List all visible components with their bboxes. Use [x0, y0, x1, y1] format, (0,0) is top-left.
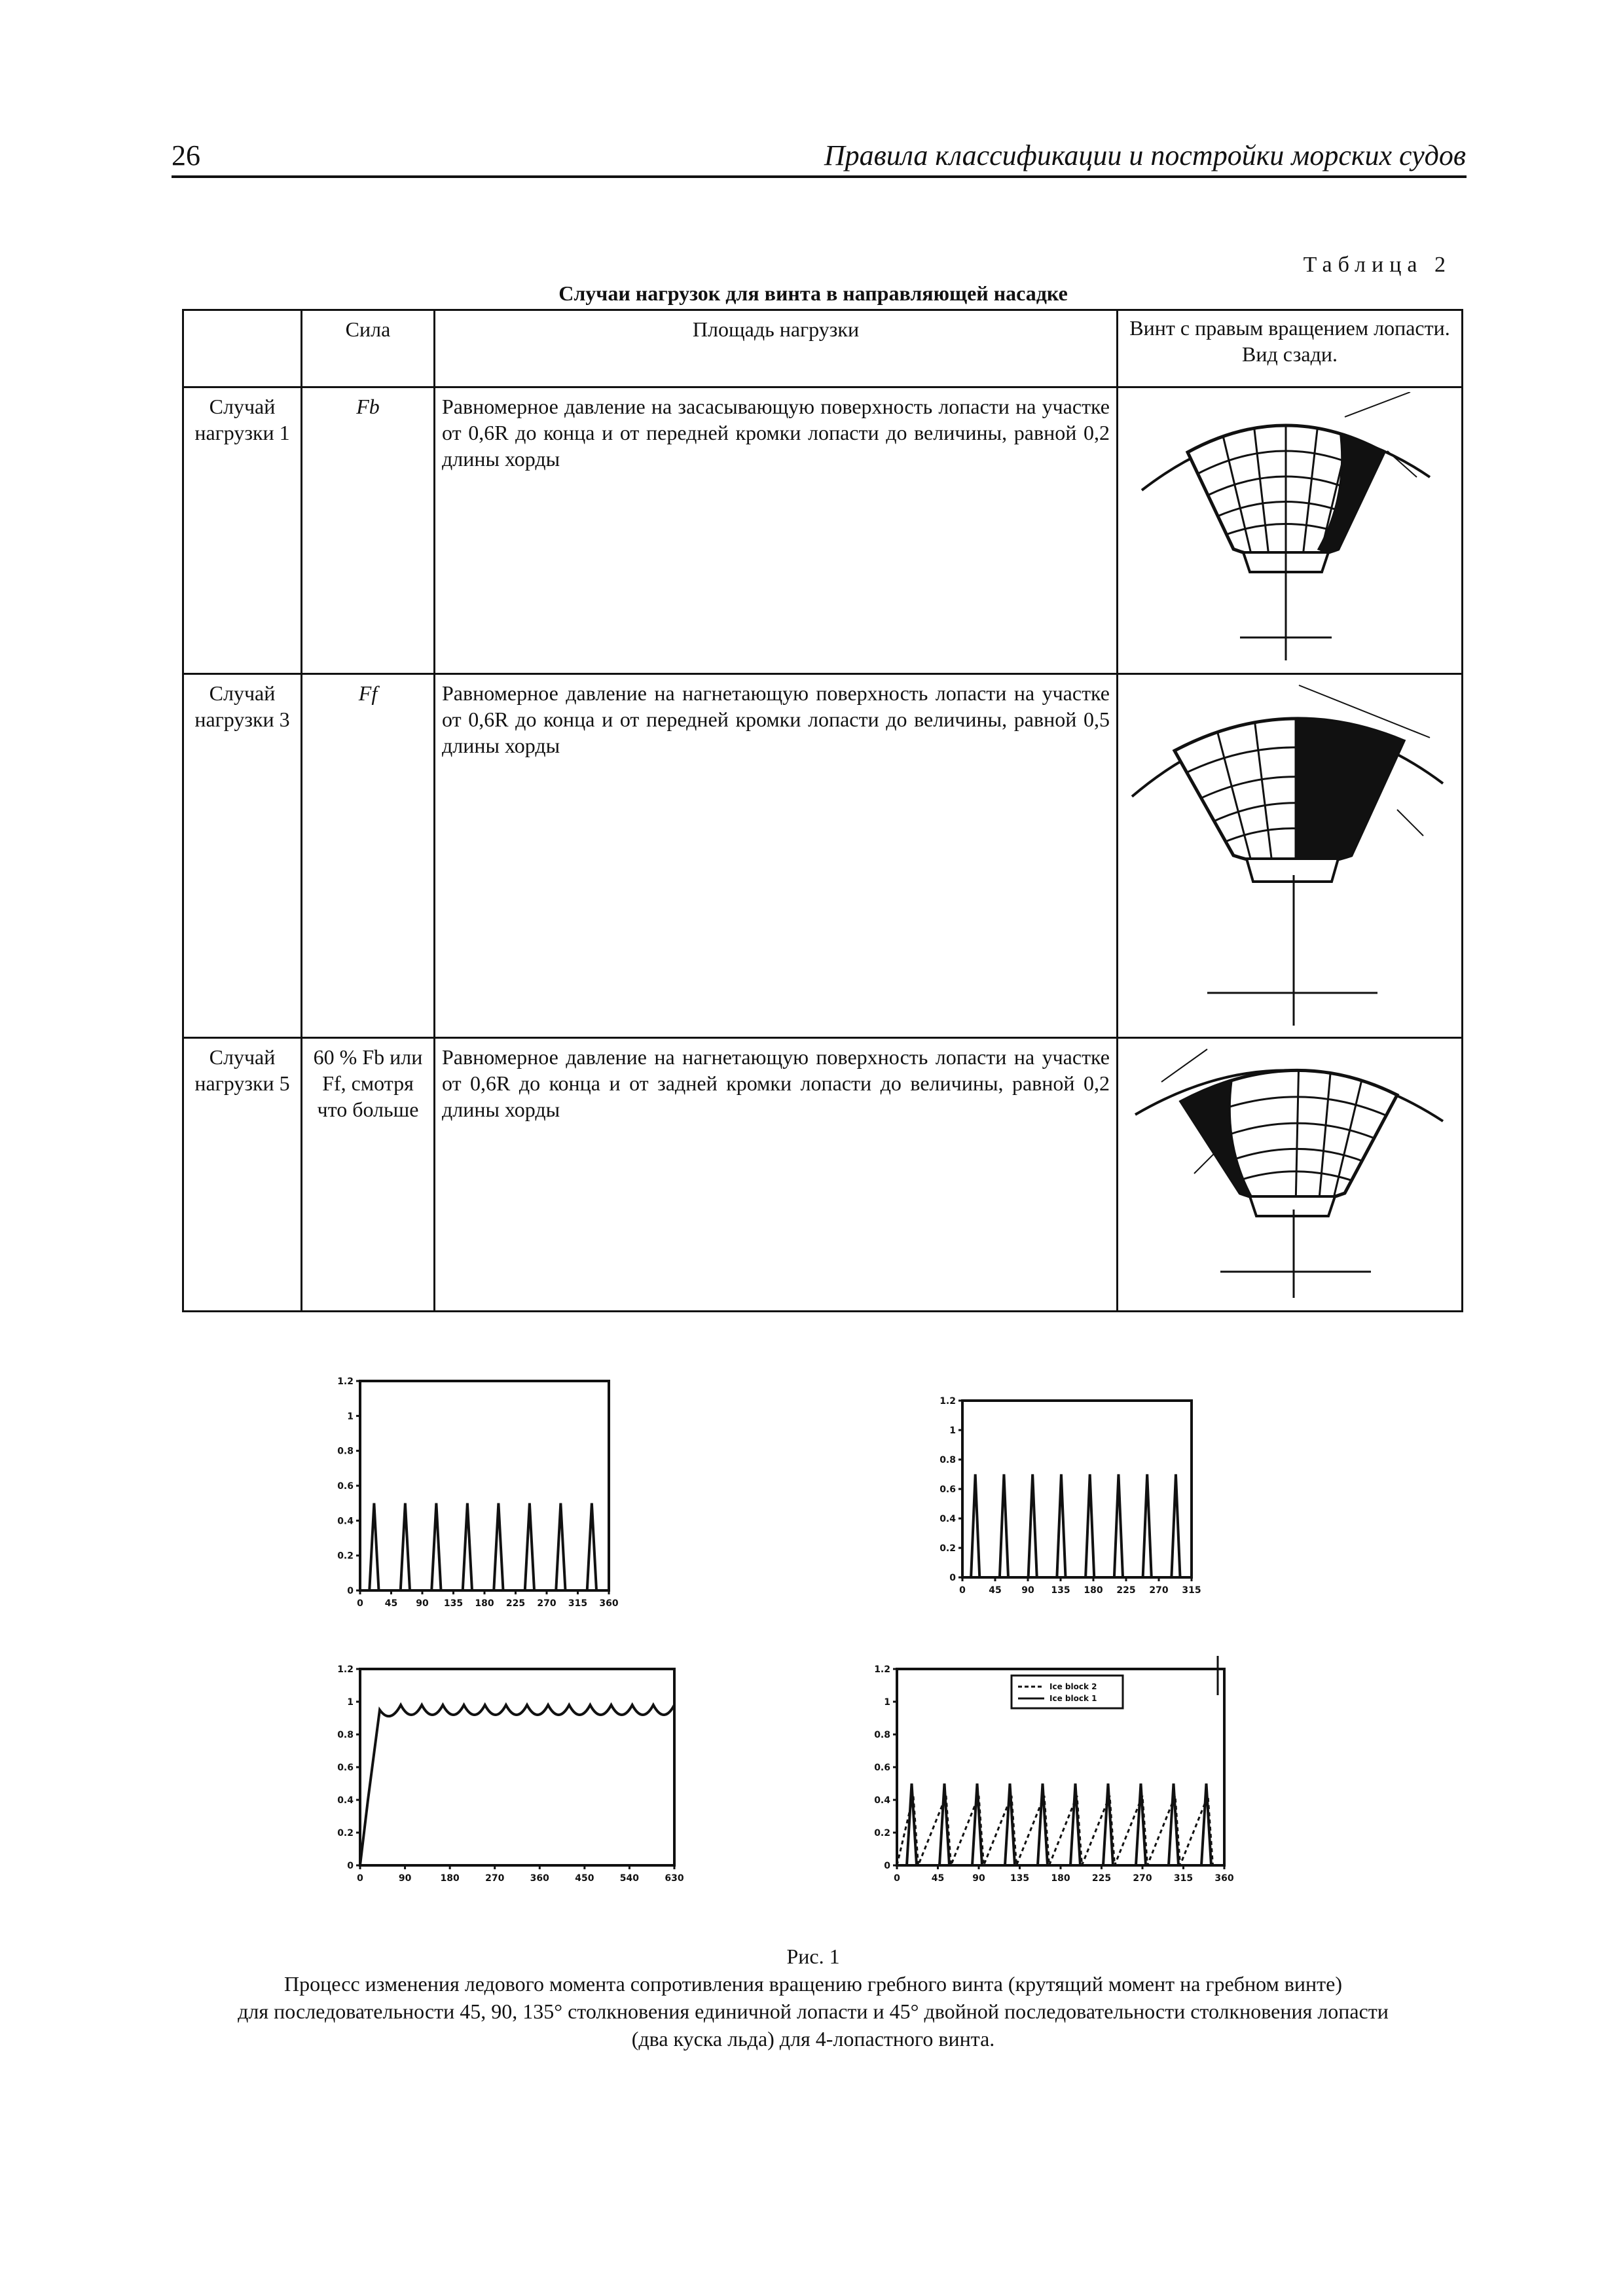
header-rule	[172, 175, 1467, 178]
table-title: Случаи нагрузок для винта в направляющей насадке	[558, 281, 1068, 305]
legend-label: Ice block 2	[1049, 1682, 1097, 1691]
force-cell: 60 % Fb или Ff, смотря что больше	[302, 1038, 435, 1312]
x-tick-label: 360	[1214, 1873, 1234, 1884]
torque-chart-3	[321, 1656, 687, 1898]
y-tick-label: 1	[949, 1426, 956, 1436]
legend-box	[1012, 1676, 1123, 1708]
table-header-row	[183, 310, 1463, 387]
y-tick-label: 0.8	[337, 1730, 354, 1740]
y-tick-label: 0.2	[337, 1828, 354, 1839]
x-tick-label: 0	[357, 1598, 363, 1609]
propeller-figure-cell	[1118, 387, 1463, 674]
series-line	[360, 1503, 609, 1590]
running-title: Правила классификации и постройки морских судов	[824, 139, 1466, 171]
x-tick-label: 90	[972, 1873, 985, 1884]
y-tick-label: 1.2	[337, 1376, 354, 1387]
y-tick-label: 0	[949, 1573, 956, 1583]
x-tick-label: 45	[989, 1585, 1002, 1596]
y-tick-label: 1	[347, 1697, 354, 1708]
area-cell: Равномерное давление на засасывающую поверхность лопасти на участке от 0,6R до конца и от передней кромки лопасти до величины, равной 0,2 длины хорды	[435, 387, 1118, 674]
page-number: 26	[172, 139, 200, 171]
caption-line: для последовательности 45, 90, 135° столкновения единичной лопасти и 45° двойной последовательности столкновения лопасти	[238, 2000, 1389, 2023]
table-label: Таблица 2	[1303, 253, 1451, 277]
y-tick-label: 0	[347, 1586, 354, 1596]
y-tick-label: 1.2	[874, 1664, 890, 1675]
y-tick-label: 1	[347, 1411, 354, 1422]
y-tick-label: 0.4	[874, 1795, 890, 1806]
x-tick-label: 180	[475, 1598, 494, 1609]
x-tick-label: 180	[1051, 1873, 1070, 1884]
x-tick-label: 90	[398, 1873, 412, 1884]
x-tick-label: 180	[440, 1873, 460, 1884]
y-tick-label: 0.6	[337, 1481, 354, 1492]
propeller-figure-cell	[1118, 674, 1463, 1038]
propeller-blade-diagram	[1122, 392, 1450, 667]
y-tick-label: 0.6	[337, 1763, 354, 1773]
propeller-figure-cell	[1118, 1038, 1463, 1312]
propeller-blade-diagram	[1122, 679, 1450, 1032]
y-tick-label: 0	[347, 1861, 354, 1871]
caption-line: (два куска льда) для 4-лопастного винта.	[631, 2027, 995, 2051]
y-tick-label: 0.8	[874, 1730, 890, 1740]
x-tick-label: 315	[1182, 1585, 1201, 1596]
caption-line: Процесс изменения ледового момента сопротивления вращению гребного винта (крутящий момент на гребном винте)	[284, 1972, 1342, 1996]
plot-frame	[360, 1381, 609, 1590]
y-tick-label: 1	[884, 1697, 890, 1708]
y-tick-label: 0.6	[939, 1484, 956, 1495]
area-cell: Равномерное давление на нагнетающую поверхность лопасти на участке от 0,6R до конца и от передней кромки лопасти до величины, равной 0,5 длины хорды	[435, 674, 1118, 1038]
x-tick-label: 90	[416, 1598, 429, 1609]
x-tick-label: 90	[1021, 1585, 1034, 1596]
torque-chart-1	[321, 1368, 622, 1623]
header-cell-case	[183, 310, 302, 387]
torque-chart-4	[858, 1656, 1237, 1898]
x-tick-label: 270	[485, 1873, 505, 1884]
x-tick-label: 135	[1010, 1873, 1030, 1884]
y-tick-label: 1.2	[337, 1664, 354, 1675]
x-tick-label: 270	[1133, 1873, 1152, 1884]
area-cell: Равномерное давление на нагнетающую поверхность лопасти на участке от 0,6R до конца и от задней кромки лопасти до величины, равной 0,2 длины хорды	[435, 1038, 1118, 1312]
y-tick-label: 0.8	[337, 1446, 354, 1457]
x-tick-label: 315	[1173, 1873, 1194, 1884]
x-tick-label: 315	[568, 1598, 588, 1609]
x-tick-label: 450	[575, 1873, 594, 1884]
table-row	[183, 674, 1463, 1038]
legend-label: Ice block 1	[1049, 1694, 1097, 1703]
x-tick-label: 270	[1149, 1585, 1169, 1596]
force-cell: Fb	[302, 387, 435, 674]
y-tick-label: 0.2	[337, 1551, 354, 1562]
y-tick-label: 0.8	[939, 1455, 956, 1465]
series-line	[360, 1705, 674, 1865]
x-tick-label: 270	[537, 1598, 556, 1609]
case-cell: Случай нагрузки 3	[183, 674, 302, 1038]
x-tick-label: 0	[959, 1585, 966, 1596]
y-tick-label: 0	[884, 1861, 890, 1871]
x-tick-label: 45	[931, 1873, 945, 1884]
x-tick-label: 0	[357, 1873, 363, 1884]
propeller-blade-diagram	[1122, 1043, 1450, 1304]
x-tick-label: 0	[894, 1873, 900, 1884]
x-tick-label: 225	[1116, 1585, 1136, 1596]
table-row	[183, 387, 1463, 674]
x-tick-label: 135	[1051, 1585, 1070, 1596]
x-tick-label: 360	[599, 1598, 619, 1609]
case-cell: Случай нагрузки 5	[183, 1038, 302, 1312]
figure-label: Рис. 1	[786, 1945, 840, 1968]
x-tick-label: 45	[384, 1598, 398, 1609]
x-tick-label: 225	[505, 1598, 526, 1609]
y-tick-label: 0.2	[874, 1828, 890, 1839]
plot-frame	[360, 1669, 674, 1865]
x-tick-label: 540	[619, 1873, 640, 1884]
y-tick-label: 1.2	[939, 1396, 956, 1407]
x-tick-label: 360	[530, 1873, 549, 1884]
plot-frame	[962, 1401, 1192, 1577]
torque-chart-2	[923, 1388, 1205, 1610]
x-tick-label: 135	[443, 1598, 464, 1609]
case-cell: Случай нагрузки 1	[183, 387, 302, 674]
y-tick-label: 0.6	[874, 1763, 890, 1773]
header-cell-figure: Винт с правым вращением лопасти. Вид сзади.	[1118, 310, 1463, 387]
x-tick-label: 630	[665, 1873, 684, 1884]
y-tick-label: 0.4	[939, 1514, 956, 1524]
header-cell-force: Сила	[302, 310, 435, 387]
x-tick-label: 225	[1091, 1873, 1112, 1884]
header-cell-area: Площадь нагрузки	[435, 310, 1118, 387]
y-tick-label: 0.4	[337, 1795, 354, 1806]
x-tick-label: 180	[1084, 1585, 1103, 1596]
load-cases-table	[182, 309, 1463, 1312]
table-row	[183, 1038, 1463, 1312]
y-tick-label: 0.4	[337, 1516, 354, 1527]
series-line	[962, 1475, 1192, 1578]
force-cell: Ff	[302, 674, 435, 1038]
y-tick-label: 0.2	[939, 1543, 956, 1554]
